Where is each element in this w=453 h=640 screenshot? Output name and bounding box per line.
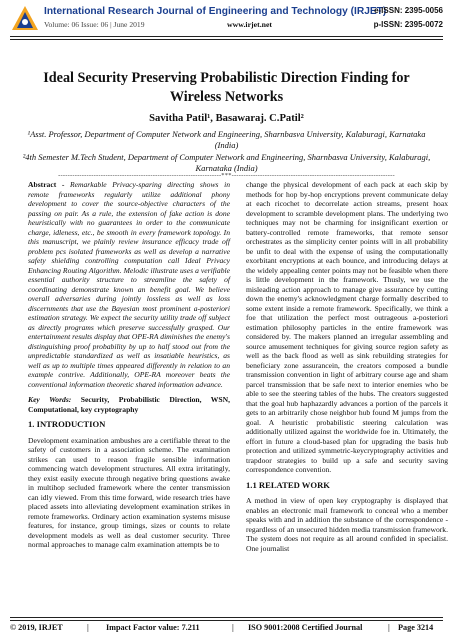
footer-iso: ISO 9001:2008 Certified Journal — [248, 623, 363, 632]
right-column — [246, 180, 448, 559]
journal-header — [10, 4, 443, 34]
affiliation-2: ²4th Semester M.Tech Student, Department of Computer Network and Engineering, Sharnbasva University, Kalaburagi, Karnataka (India) — [22, 152, 431, 173]
related-work-text: A method in view of open key cryptography is displayed that enables an electronic mail framework to conceal who a member speaks with and in addition the substance of the correspondence - regardless of an unsecured hidden media transmission framework. The system does not require as all around confided in specialist. One journalist — [246, 496, 448, 553]
introduction-text: Development examination ambushes are a certifiable threat to the safety of customers in a association scheme. The examination strikes can used to reason fragile sensible information commencing watch development structures. All extra irritatingly, they exist easily execute through negative bring questions awake in multihop secluded framework where the center transmission can idly viewed. From this time forward, wide research tries have placed assets into alleviating development examination strikes in remote frameworks. Ordinary action examination systems misuse features, for instance, group timings, sizes or counts to relate development models as well as deal customer security. Three normal approaches to manage calm examination attempts be to — [28, 435, 230, 549]
paper-authors: Savitha Patil¹, Basawaraj. C.Patil² — [149, 113, 304, 124]
section-divider: ---------------------------------------------------------------------***--------------------------------------------------------------------- — [58, 172, 395, 179]
abstract-text: Remarkable Privacy-sparing directing shows in remote frameworks regularly utilize additional phony development to cover the source-objective characters of the passing on pair. As a rule, the extension of fake action is done heuristically with no guarantees in order to the communicate charge, idleness, etc., be smooth in every framework topology. In this manuscript, we plainly review insurance efficacy trade off problem pcs isolated frameworks as well as develop a narrative safety shielding controlling computation call Ideal Privacy Enhancing Routing Algorithm. Melodic illustrate uses a verifiable essential authority structure to streamline the safety of coordinating demonstrate known an benefit goal. We believe overall adversaries during jointly lossless as well as loss discernments that use the Bayesian most prominent a-posteriori estimation strategy. We expect the security utility trade off subject as directly programs which preserve successfully grasped. Our entertainment results display that OPE-RA diminishes the enemy's distinguishing proof probability by up to half stood out from the unpredictable standardized as well as insatiable heuristics, as well as up to multiple times appeared differently in relation to an example contrive. Additionally, OPE-RA moreover beats the conventional information theoretic shared information advance. — [28, 180, 230, 389]
volume-issue: Volume: 06 Issue: 06 | June 2019 — [44, 20, 145, 29]
abstract-label: Abstract - — [28, 180, 65, 189]
irjet-logo-icon — [10, 4, 40, 32]
left-column — [28, 180, 230, 556]
footer-separator: | — [388, 623, 390, 632]
footer-separator: | — [232, 623, 234, 632]
footer-page-number: Page 3214 — [398, 623, 434, 632]
body-paragraph: change the physical development of each pack at each skip by methods for hop by-hop encryptions prevent communicate delay at each ricochet to decorrelate action streams, present hoax development to scramble development plans. The underlying two techniques may not be charming for insignificant exertion or battery-controlled remote frameworks, that remote sensor orchestrates as the simplicity center points will in all probability be unfit to deal with the expense of using the computationally exorbitant encryptions at each bounce, and introducing delays at the widely appealing center points may not be feasible when there is little development in the framework. Thusly, we use the misleading action approach to manage give assurance by cutting down the enemy's acknowledgment charge formally described to some extent inside a remote framework. Specifically, we think a foe that utilization the perfect most outrageous a-posteriori estimation philosophy particles in the entire framework was considered by. The makers planned an irregular assembling and source amusement techniques for giving source region safety as well as the back flood as well as sink rebuilding strategies for beneficiary zone assurancein, the creators composed a bundle transmission convention in light of arbitrary course age and sham parcel transmission that be safe next to interior enemies who be able to see the steering tables of the hubs. The creators suggested that the goal hub haphazardly advances a portion of the parcels it gets to an arbitrarily chose neighbor hub found M jumps from the goal. A heuristic probabilistic steering calculation was additionally utilized against the worldwide foe in. Ultimately, the effort in future a cloud-based plan for upgrading the basis hub protection and utilized symmetric-keycryptography activities and trapdoor strategies to build up a safe and security saving correspondence convention. — [246, 180, 448, 474]
footer-impact-factor: Impact Factor value: 7.211 — [106, 623, 200, 632]
footer-rule — [10, 617, 443, 618]
keywords-label: Key Words: — [28, 395, 72, 404]
related-work-heading: 1.1 RELATED WORK — [246, 479, 330, 490]
e-issn: e-ISSN: 2395-0056 — [374, 6, 443, 15]
abstract — [28, 180, 230, 389]
journal-title: International Research Journal of Engineering and Technology (IRJET) — [44, 6, 387, 17]
footer-separator: | — [87, 623, 89, 632]
journal-website: www.irjet.net — [227, 20, 273, 29]
header-rule — [10, 36, 443, 37]
header-rule-2 — [10, 39, 443, 40]
affiliation-1: ¹Asst. Professor, Department of Computer Network and Engineering, Sharnbasva University, Kalaburagi, Karnataka (India) — [27, 129, 426, 150]
introduction-heading: 1. INTRODUCTION — [28, 419, 106, 429]
footer-copyright: © 2019, IRJET — [10, 623, 63, 632]
footer-rule-2 — [10, 620, 443, 621]
p-issn: p-ISSN: 2395-0072 — [373, 20, 443, 29]
keywords — [28, 395, 230, 414]
paper-title: Ideal Security Preserving Probabilistic Direction Finding for Wireless Networks — [43, 70, 410, 105]
keywords-text: Security, Probabilistic Direction, WSN, Computational, key cryptography — [28, 395, 230, 414]
